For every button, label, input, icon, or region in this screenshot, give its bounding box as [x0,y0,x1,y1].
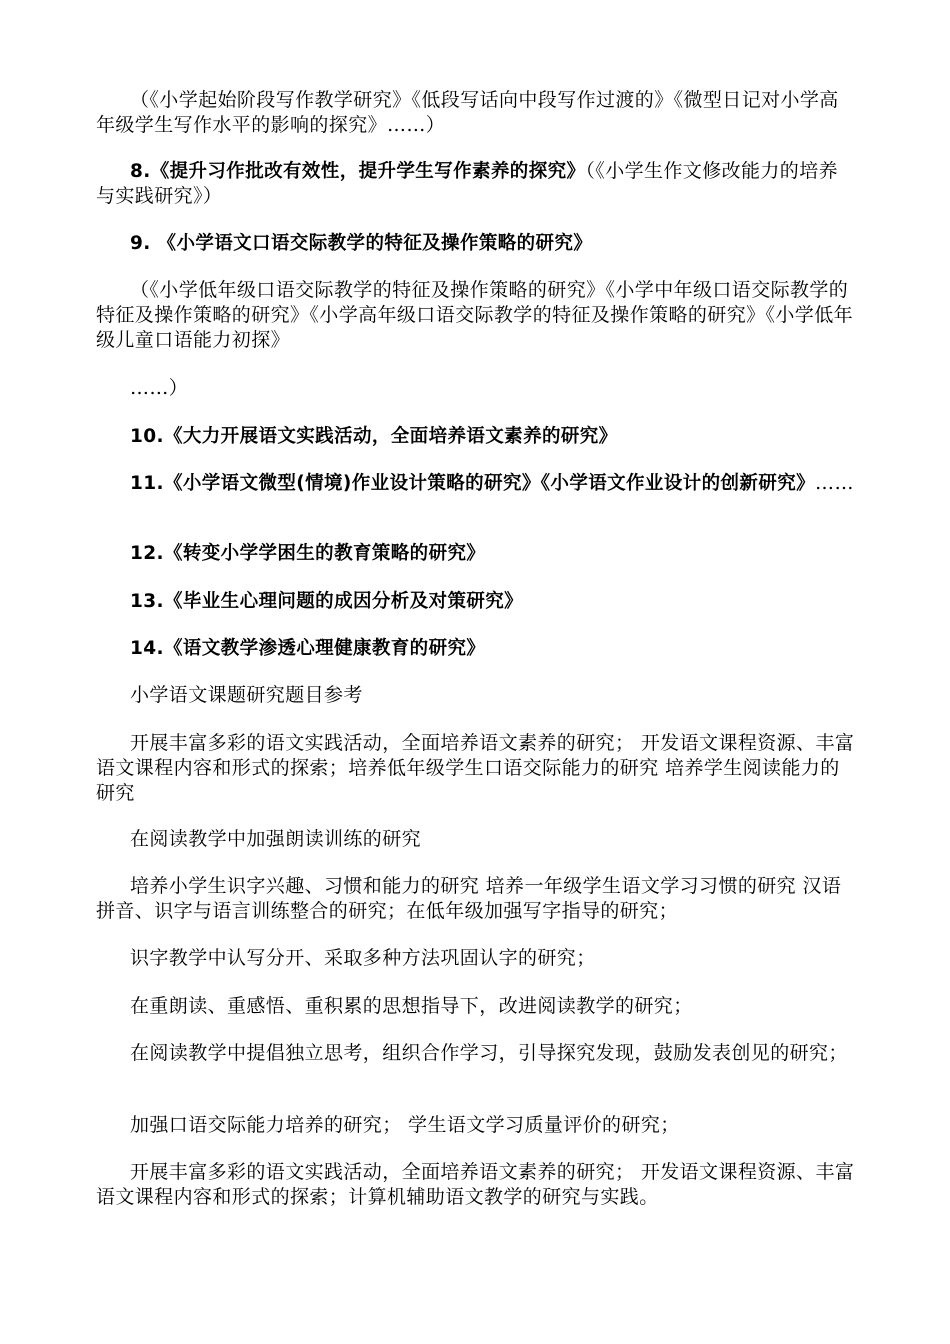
paragraph-item-14: 14.《语文教学渗透心理健康教育的研究》 [130,638,486,659]
paragraph-item-11 [96,471,856,496]
paragraph-reference-7: 加强口语交际能力培养的研究； 学生语文学习质量评价的研究； [130,1114,680,1136]
paragraph-item-9-subtopics: （《小学低年级口语交际教学的特征及操作策略的研究》《小学中年级口语交际教学的特征及操作策略的研究》《小学高年级口语交际教学的特征及操作策略的研究》《小学低年级儿童口语能力初探》 [96,279,854,351]
paragraph-item-13: 13.《毕业生心理问题的成因分析及对策研究》 [130,591,524,612]
section-heading-reference: 小学语文课题研究题目参考 [130,684,363,706]
paragraph-reference-2: 在阅读教学中加强朗读训练的研究 [130,828,422,850]
paragraph-item-8 [96,159,856,209]
item-11-ellipsis: …… [815,472,854,494]
paragraph-reference-4: 识字教学中认写分开、采取多种方法巩固认字的研究； [130,947,596,969]
paragraph-writing-topics: （《小学起始阶段写作教学研究》《低段写话向中段写作过渡的》《微型日记对小学高年级学生写作水平的影响的探究》……） [96,89,839,136]
paragraph-reference-5: 在重朗读、重感悟、重积累的思想指导下，改进阅读教学的研究； [130,995,693,1017]
paragraph-reference-1: 开展丰富多彩的语文实践活动，全面培养语文素养的研究； 开发语文课程资源、丰富语文课程内容和形式的探索；培养低年级学生口语交际能力的研究 培养学生阅读能力的研究 [96,732,855,804]
paragraph-item-9: 9. 《小学语文口语交际教学的特征及操作策略的研究》 [130,233,593,254]
paragraph-reference-3: 培养小学生识字兴趣、习惯和能力的研究 培养一年级学生语文学习习惯的研究 汉语拼音、识字与语言训练整合的研究；在低年级加强写字指导的研究； [96,875,842,922]
paragraph-reference-6: 在阅读教学中提倡独立思考，组织合作学习，引导探究发现，鼓励发表创见的研究； [130,1042,848,1064]
paragraph-item-12: 12.《转变小学学困生的教育策略的研究》 [130,543,486,564]
item-8-subtopics: （《小学生作文修改能力的培养与实践研究》） [96,160,839,207]
paragraph-reference-8: 开展丰富多彩的语文实践活动，全面培养语文素养的研究； 开发语文课程资源、丰富语文课程内容和形式的探索；计算机辅助语文教学的研究与实践。 [96,1161,855,1208]
paragraph-ellipsis: ……） [130,377,189,399]
paragraph-item-10: 10.《大力开展语文实践活动，全面培养语文素养的研究》 [130,426,618,447]
item-11-title: 11.《小学语文微型(情境)作业设计策略的研究》《小学语文作业设计的创新研究》 [130,473,816,494]
item-8-title: 8.《提升习作批改有效性，提升学生写作素养的探究》 [130,161,586,182]
